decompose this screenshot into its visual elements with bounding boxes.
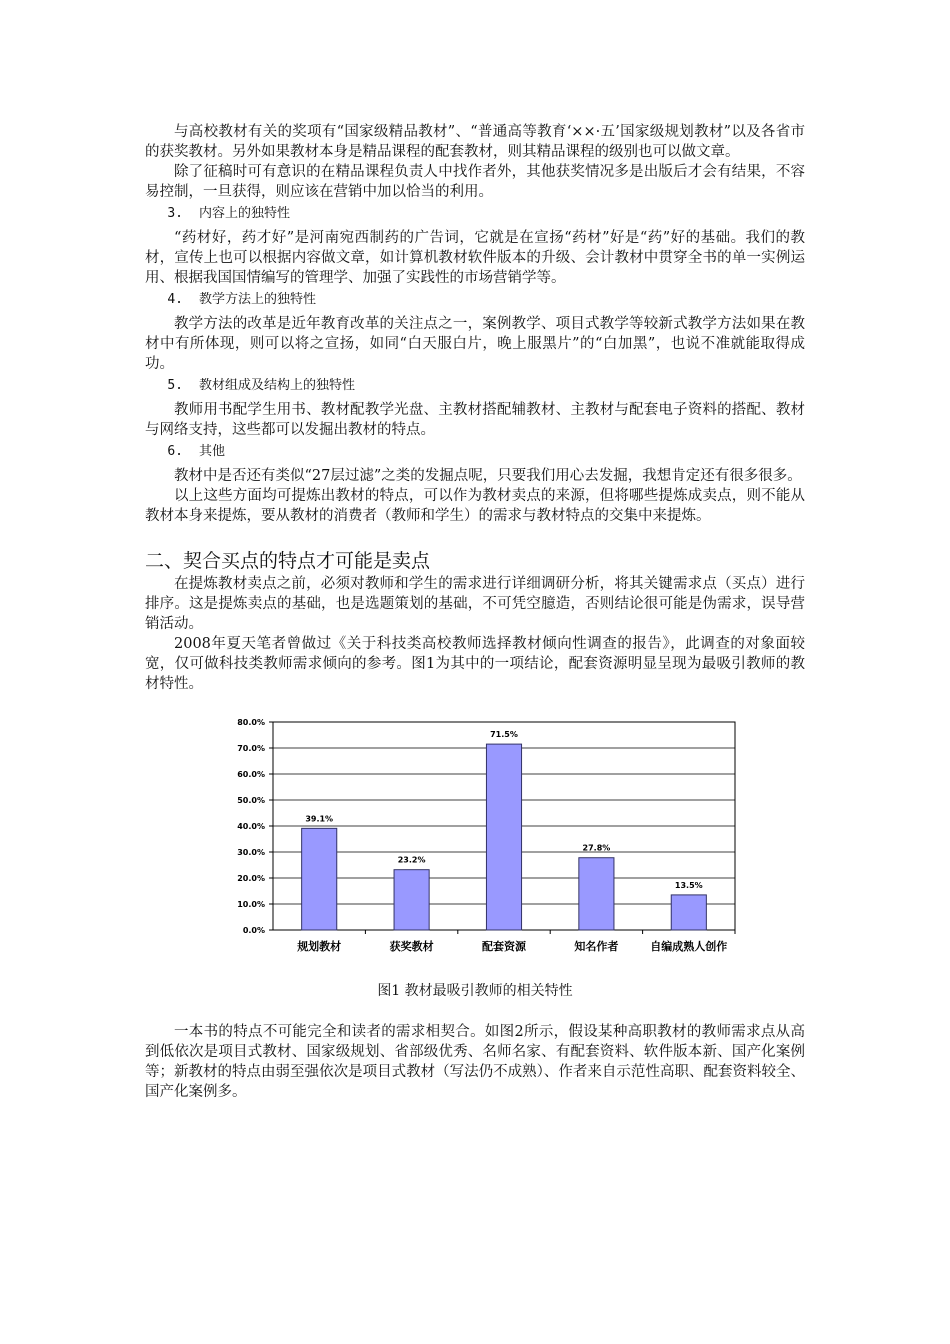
subheading-title: 其他 — [199, 444, 226, 459]
document-page — [145, 122, 805, 1102]
x-tick-label: 自编成熟人创作 — [650, 940, 728, 953]
bar — [486, 744, 521, 930]
y-tick-label: 10.0% — [237, 900, 265, 909]
bar-chart — [225, 712, 745, 972]
subheading-title: 教材组成及结构上的独特性 — [199, 378, 356, 393]
paragraph: 教师用书配学生用书、教材配教学光盘、主教材搭配辅教材、主教材与配套电子资料的搭配、教材与网络支持，这些都可以发掘出教材的特点。 — [145, 402, 805, 438]
subheading-number: 6. — [167, 444, 183, 459]
subheading-title: 内容上的独特性 — [199, 206, 291, 221]
subheading-number: 3. — [167, 206, 183, 221]
figure-caption: 图1 教材最吸引教师的相关特性 — [377, 983, 573, 999]
subheading — [145, 290, 805, 310]
subheading-number: 4. — [167, 292, 183, 307]
y-tick-label: 40.0% — [237, 822, 265, 831]
y-tick-label: 80.0% — [237, 718, 265, 727]
paragraph: 教学方法的改革是近年教育改革的关注点之一，案例教学、项目式教学等较新式教学方法如果在教材中有所体现，则可以将之宣扬，如同“白天服白片，晚上服黑片”的“白加黑”，也说不准就能取得成功。 — [145, 316, 805, 372]
bar-chart-svg — [225, 712, 745, 972]
section-heading: 二、契合买点的特点才可能是卖点 — [145, 550, 431, 572]
subheading-number: 5. — [167, 378, 183, 393]
y-tick-label: 20.0% — [237, 874, 265, 883]
y-tick-label: 70.0% — [237, 744, 265, 753]
paragraph: 以上这些方面均可提炼出教材的特点，可以作为教材卖点的来源，但将哪些提炼成卖点，则不能从教材本身来提炼，要从教材的消费者（教师和学生）的需求与教材特点的交集中来提炼。 — [145, 488, 805, 524]
paragraph: 2008年夏天笔者曾做过《关于科技类高校教师选择教材倾向性调查的报告》，此调查的对象面较宽，仅可做科技类教师需求倾向的参考。图1为其中的一项结论，配套资源明显呈现为最吸引教师的教材特性。 — [145, 636, 805, 692]
data-label: 39.1% — [305, 814, 334, 824]
paragraph: “药材好，药才好”是河南宛西制药的广告词，它就是在宣扬“药材”好是“药”好的基础。我们的教材，宣传上也可以根据内容做文章，如计算机教材软件版本的升级、会计教材中贯穿全书的单一实例运用、根据我国国情编写的管理学、加强了实践性的市场营销学等。 — [145, 230, 805, 286]
subheading — [145, 204, 805, 224]
bar — [394, 870, 429, 930]
y-tick-label: 30.0% — [237, 848, 265, 857]
bar — [579, 858, 614, 930]
paragraph: 与高校教材有关的奖项有“国家级精品教材”、“普通高等教育‘××·五’国家级规划教材”以及各省市的获奖教材。另外如果教材本身是精品课程的配套教材，则其精品课程的级别也可以做文章。 — [145, 124, 805, 160]
paragraph: 在提炼教材卖点之前，必须对教师和学生的需求进行详细调研分析，将其关键需求点（买点）进行排序。这是提炼卖点的基础，也是选题策划的基础，不可凭空臆造，否则结论很可能是伪需求，误导营销活动。 — [145, 576, 805, 632]
x-tick-label: 规划教材 — [297, 940, 342, 953]
paragraph: 除了征稿时可有意识的在精品课程负责人中找作者外，其他获奖情况多是出版后才会有结果，不容易控制，一旦获得，则应该在营销中加以恰当的利用。 — [145, 164, 805, 200]
subheading-title: 教学方法上的独特性 — [199, 292, 317, 307]
data-label: 23.2% — [397, 855, 426, 865]
bar — [302, 828, 337, 930]
x-tick-label: 知名作者 — [574, 940, 619, 953]
paragraph: 一本书的特点不可能完全和读者的需求相契合。如图2所示，假设某种高职教材的教师需求点从高到低依次是项目式教材、国家级规划、省部级优秀、名师名家、有配套资料、软件版本新、国产化案例等；新教材的特点由弱至强依次是项目式教材（写法仍不成熟）、作者来自示范性高职、配套资料较全、国产化案例多。 — [145, 1024, 805, 1100]
subheading — [145, 442, 805, 462]
data-label: 13.5% — [674, 880, 703, 890]
subheading — [145, 376, 805, 396]
x-tick-label: 获奖教材 — [389, 940, 434, 953]
y-tick-label: 60.0% — [237, 770, 265, 779]
bar — [671, 895, 706, 930]
x-tick-label: 配套资源 — [482, 940, 526, 953]
data-label: 71.5% — [490, 730, 518, 740]
paragraph: 教材中是否还有类似“27层过滤”之类的发掘点呢，只要我们用心去发掘，我想肯定还有很多很多。 — [174, 468, 802, 484]
y-tick-label: 0.0% — [242, 926, 265, 935]
y-tick-label: 50.0% — [237, 796, 265, 805]
data-label: 27.8% — [582, 843, 611, 853]
